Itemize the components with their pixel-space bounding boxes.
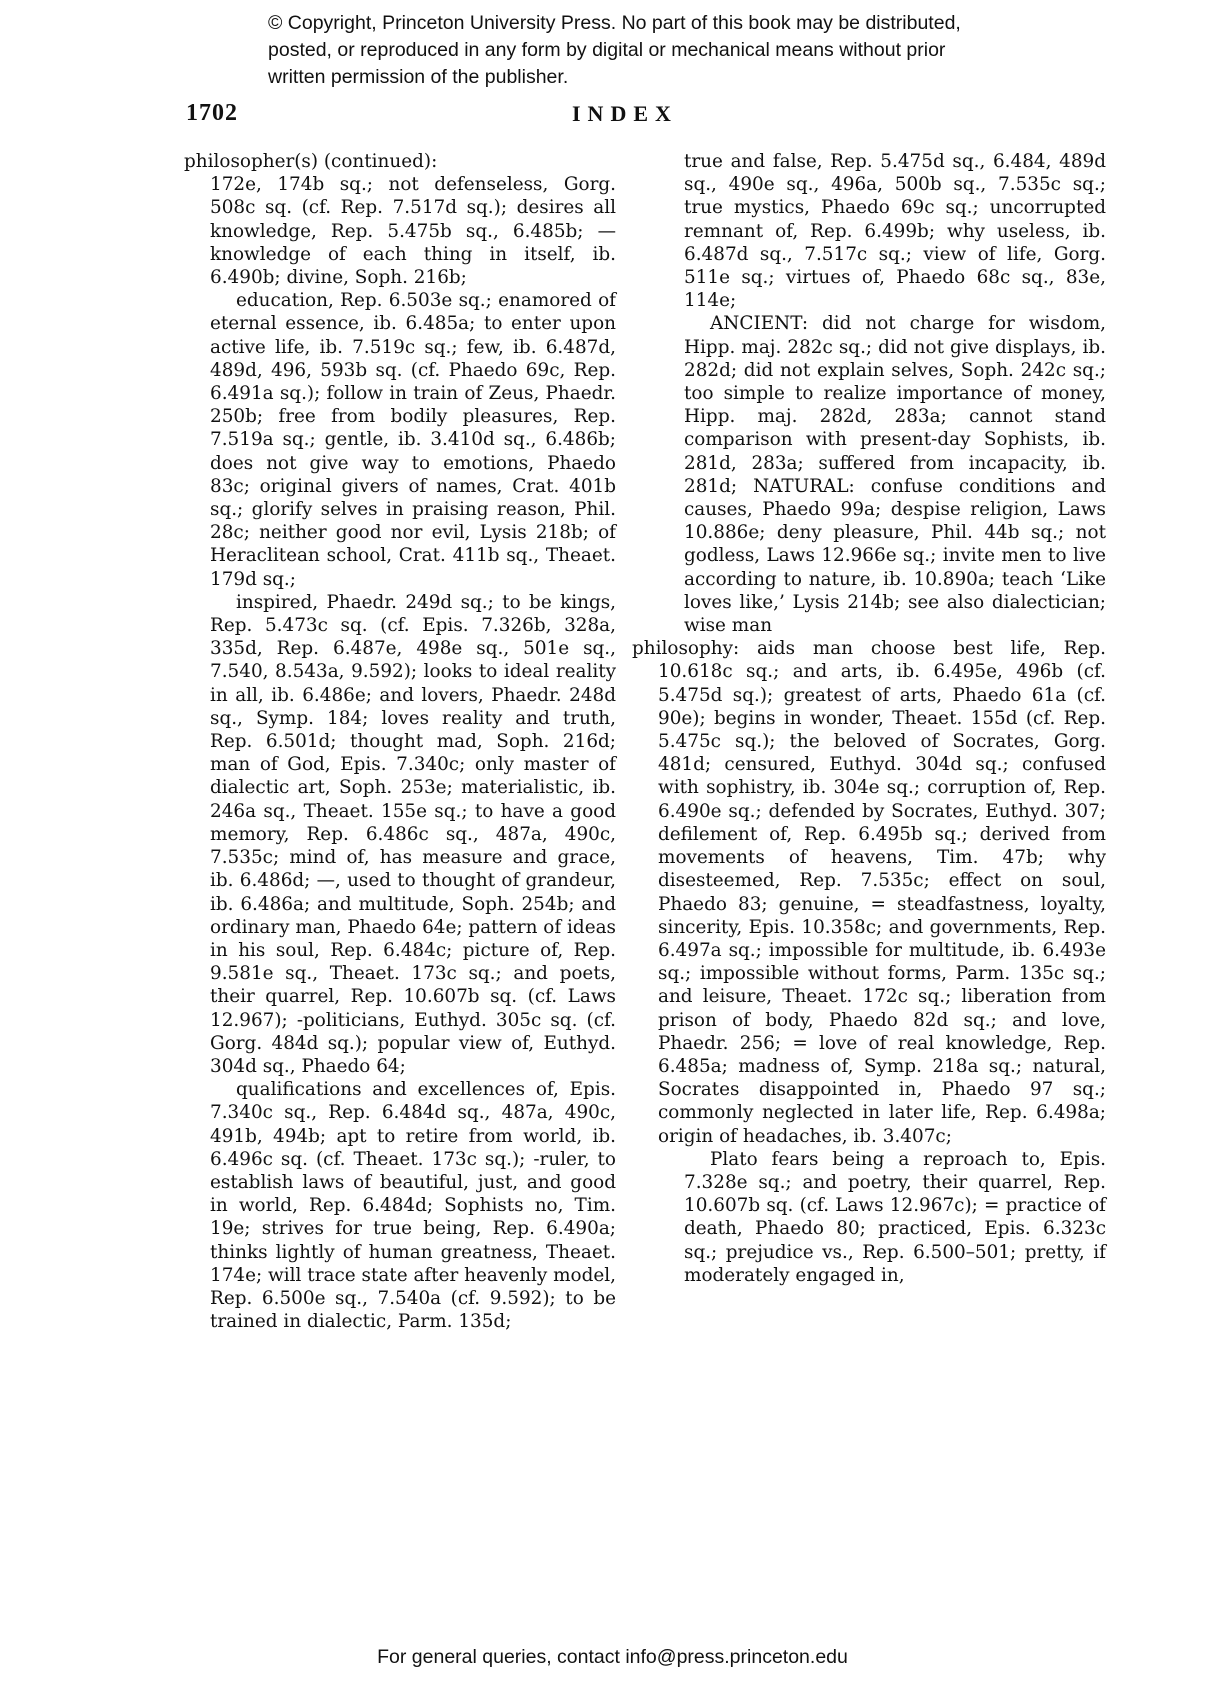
index-column-left (184, 150, 616, 1333)
index-subentry: ANCIENT: did not charge for wisdom, Hipp. maj. 282c sq.; did not give displays, ib. 282d; did not explain selves, Soph. 242c sq.; too simple to realize importance of money, Hipp. maj. 282d, 283a; cannot stand comparison with present-day Sophists, ib. 281d, 283a; suffered from incapacity, ib. 281d; NATURAL: confuse conditions and causes, Phaedo 99a; despise religion, Laws 10.886e; deny pleasure, Phil. 44b sq.; not godless, Laws 12.966e sq.; invite men to live according to nature, ib. 10.890a; teach ‘Like loves like,’ Lysis 214b; see also dialectician; wise man (684, 313, 1106, 637)
running-head: INDEX (572, 101, 678, 126)
index-subentry: education, Rep. 6.503e sq.; enamored of eternal essence, ib. 6.485a; to enter upon active life, ib. 7.519c sq.; few, ib. 6.487d, 489d, 496, 593b sq. (cf. Phaedo 69c, Rep. 6.491a sq.); follow in train of Zeus, Phaedr. 250b; free from bodily pleasures, Rep. 7.519a sq.; gentle, ib. 3.410d sq., 6.486b; does not give way to emotions, Phaedo 83c; original givers of names, Crat. 401b sq.; glorify selves in praising reason, Phil. 28c; neither good nor evil, Lysis 218b; of Heraclitean school, Crat. 411b sq., Theaet. 179d sq.; (210, 290, 616, 590)
index-entry-continuation: 172e, 174b sq.; not defenseless, Gorg. 508c sq. (cf. Rep. 7.517d sq.); desires all knowledge, Rep. 5.475b sq., 6.485b; — knowledge of each thing in itself, ib. 6.490b; divine, Soph. 216b; (210, 174, 616, 289)
index-entry-continuation: true and false, Rep. 5.475d sq., 6.484, 489d sq., 490e sq., 496a, 500b sq., 7.535c sq.; true mystics, Phaedo 69c sq.; uncorrupted remnant of, Rep. 6.499b; why useless, ib. 6.487d sq., 7.517c sq.; view of life, Gorg. 511e sq.; virtues of, Phaedo 68c sq., 83e, 114e; (684, 151, 1106, 312)
index-entry: philosophy: aids man choose best life, Rep. 10.618c sq.; and arts, ib. 6.495e, 496b (cf. 5.475d sq.); greatest of arts, Phaedo 61a (cf. 90e); begins in wonder, Theaet. 155d (cf. Rep. 5.475c sq.); the beloved of Socrates, Gorg. 481d; censured, Euthyd. 304d sq.; confused with sophistry, ib. 304e sq.; corruption of, Rep. 6.490e sq.; defended by Socrates, Euthyd. 307; defilement of, Rep. 6.495b sq.; derived from movements of heavens, Tim. 47b; why disesteemed, Rep. 7.535c; effect on soul, Phaedo 83; genuine, = steadfastness, loyalty, sincerity, Epis. 10.358c; and governments, Rep. 6.497a sq.; impossible for multitude, ib. 6.493e sq.; impossible without forms, Parm. 135c sq.; and leisure, Theaet. 172c sq.; liberation from prison of body, Phaedo 82d sq.; and love, Phaedr. 256; = love of real knowledge, Rep. 6.485a; madness of, Symp. 218a sq.; natural, Socrates disappointed in, Phaedo 97 sq.; commonly neglected in later life, Rep. 6.498a; origin of headaches, ib. 3.407c; (632, 638, 1106, 1147)
index-subentry: Plato fears being a reproach to, Epis. 7.328e sq.; and poetry, their quarrel, Rep. 10.607b sq. (cf. Laws 12.967c); = practice of death, Phaedo 80; practiced, Epis. 6.323c sq.; prejudice vs., Rep. 6.500–501; pretty, if moderately engaged in, (684, 1148, 1106, 1286)
copyright-notice: © Copyright, Princeton University Press. No part of this book may be distributed, posted, or reproduced in any form by digital or mechanical means without prior written permission of the publisher. (268, 12, 961, 88)
page-number: 1702 (186, 100, 238, 126)
footer-contact: For general queries, contact info@press.princeton.edu (377, 1646, 848, 1668)
index-column-right (632, 150, 1106, 1287)
index-entry: philosopher(s) (continued): (184, 151, 438, 172)
index-subentry: qualifications and excellences of, Epis. 7.340c sq., Rep. 6.484d sq., 487a, 490c, 491b, 494b; apt to retire from world, ib. 6.496c sq. (cf. Theaet. 173c sq.); -ruler, to establish laws of beautiful, just, and good in world, Rep. 6.484d; Sophists no, Tim. 19e; strives for true being, Rep. 6.490a; thinks lightly of human greatness, Theaet. 174e; will trace state after heavenly model, Rep. 6.500e sq., 7.540a (cf. 9.592); to be trained in dialectic, Parm. 135d; (210, 1079, 616, 1333)
index-subentry: inspired, Phaedr. 249d sq.; to be kings, Rep. 5.473c sq. (cf. Epis. 7.326b, 328a, 335d, Rep. 6.487e, 498e sq., 501e sq., 7.540, 8.543a, 9.592); looks to ideal reality in all, ib. 6.486e; and lovers, Phaedr. 248d sq., Symp. 184; loves reality and truth, Rep. 6.501d; thought mad, Soph. 216d; man of God, Epis. 7.340c; only master of dialectic art, Soph. 253e; materialistic, ib. 246a sq., Theaet. 155e sq.; to have a good memory, Rep. 6.486c sq., 487a, 490c, 7.535c; mind of, has measure and grace, ib. 6.486d; —, used to thought of grandeur, ib. 6.486a; and multitude, Soph. 254b; and ordinary man, Phaedo 64e; pattern of ideas in his soul, Rep. 6.484c; picture of, Rep. 9.581e sq., Theaet. 173c sq.; and poets, their quarrel, Rep. 10.607b sq. (cf. Laws 12.967); -politicians, Euthyd. 305c sq. (cf. Gorg. 484d sq.); popular view of, Euthyd. 304d sq., Phaedo 64; (210, 591, 616, 1077)
